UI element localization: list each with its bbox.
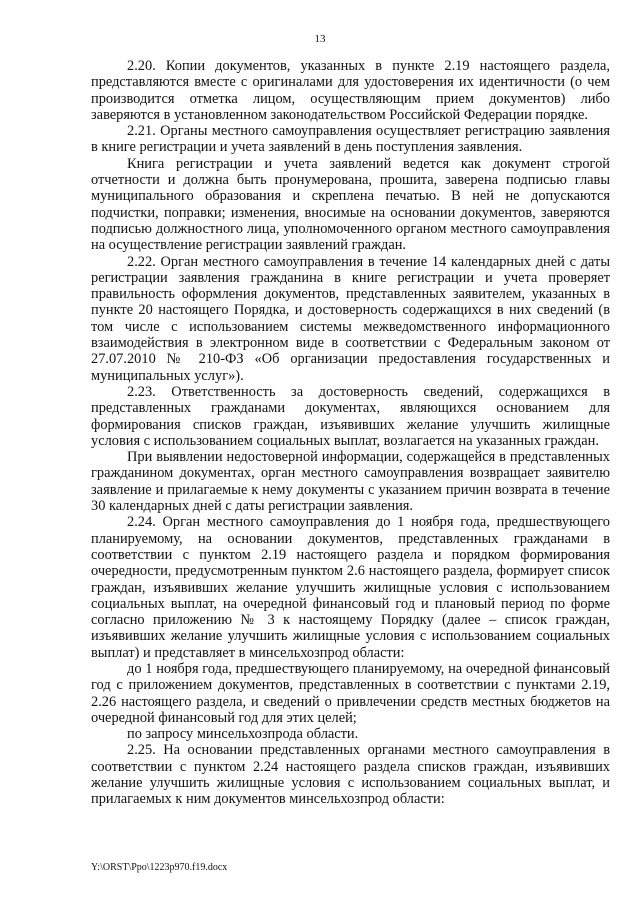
paragraph-2-21: 2.21. Органы местного самоуправления осуществляет регистрацию заявления в книге регистрации и учета заявлений в день поступления заявления. — [91, 123, 610, 156]
document-body — [91, 58, 610, 808]
paragraph-2-23: 2.23. Ответственность за достоверность сведений, содержащихся в представленных гражданами документах, являющихся основанием для формирования списков граждан, изъявивших желание улучшить жилищные условия с использованием социальных выплат, возлагается на указанных граждан. — [91, 383, 610, 449]
paragraph-2-25: 2.25. На основании представленных органами местного самоуправления в соответствии с пунктом 2.24 настоящего раздела списков граждан, изъявивших желание улучшить жилищные условия с использованием социальных выплат, и прилагаемых к ним документов минсельхозпрод области: — [91, 742, 610, 808]
paragraph-2-22: 2.22. Орган местного самоуправления в течение 14 календарных дней с даты регистрации заявления гражданина в книге регистрации и учета проверяет правильность оформления документов, представленных заявителем, указанных в пункте 20 настоящего Порядка, и достоверность содержащихся в них сведений (в том числе с использованием системы межведомственного информационного взаимодействия в электронном виде в соответствии с Федеральным законом от 27.07.2010 № 210-ФЗ «Об организации предоставления государственных и муниципальных услуг»). — [91, 253, 610, 384]
page-number: 13 — [314, 33, 326, 45]
paragraph-inaccurate-info: При выявлении недостоверной информации, содержащейся в представленных гражданином документах, орган местного самоуправления возвращает заявителю заявление и прилагаемые к нему документы с указанием причин возврата в течение 30 календарных дней с даты регистрации заявления. — [91, 449, 610, 515]
paragraph-2-20: 2.20. Копии документов, указанных в пункте 2.19 настоящего раздела, представляются вместе с оригиналами для удостоверения их идентичности (о чем производится отметка лицом, осуществляющим прием документов) либо заверяются в установленном законодательством Российской Федерации порядке. — [91, 58, 610, 123]
paragraph-2-24: 2.24. Орган местного самоуправления до 1 ноября года, предшествующего планируемому, на основании документов, представленных гражданами в соответствии с пунктом 2.19 настоящего раздела и порядком формирования очередности, предусмотренным пунктом 2.6 настоящего раздела, формирует список граждан, изъявивших желание улучшить жилищные условия с использованием социальных выплат, на очередной финансовый год и плановый период по форме согласно приложению № 3 к настоящему Порядку (далее – список граждан, изъявивших желание улучшить жилищные условия с использованием социальных выплат) и представляет в минсельхозпрод области: — [91, 514, 610, 661]
paragraph-on-request: по запросу минсельхозпрода области. — [127, 726, 359, 743]
footer-file-path: Y:\ORST\Ppo\1223p970.f19.docx — [91, 862, 228, 873]
paragraph-deadline-november: до 1 ноября года, предшествующего планируемому, на очередной финансовый год с приложением документов, представленных в соответствии с пунктами 2.19, 2.26 настоящего раздела, и сведений о привлечении средств местных бюджетов на очередной финансовый год для этих целей; — [91, 660, 610, 726]
paragraph-registration-book: Книга регистрации и учета заявлений ведется как документ строгой отчетности и должна быть пронумерована, прошита, заверена подписью главы муниципального образования и скреплена печатью. В ней не допускаются подчистки, поправки; изменения, вносимые на основании документов, заверяются подписью должностного лица, уполномоченного органом местного самоуправления на осуществление регистрации заявлений граждан. — [91, 155, 610, 254]
